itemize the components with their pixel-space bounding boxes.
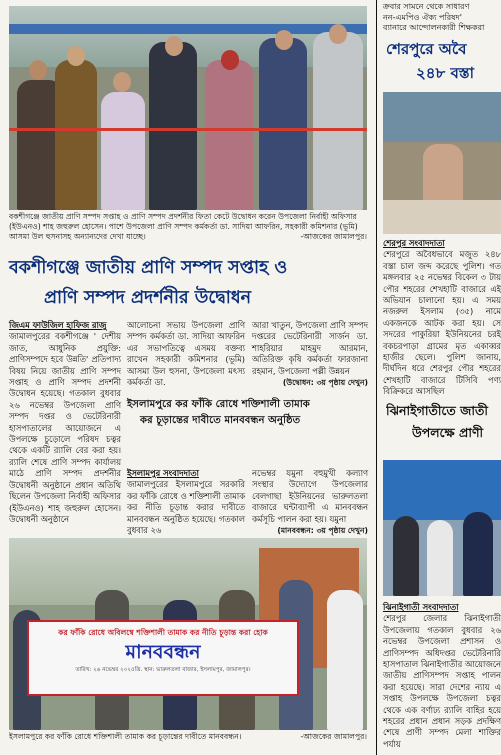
bottom-photo-caption: ইসলামপুরে কর ফাঁকি রোধে শক্তিশালী তামাক কর চূড়ান্তের দাবীতে মানববন্ধন। -আজকের জামালপুর। <box>9 732 367 741</box>
right-top-fragment: ক্রবার সামনে থেকে সাধারণ নন-এমপিও ঐক্য পরিষদ' ব্যানারে আন্দোলনকারী শিক্ষকরা <box>383 2 485 32</box>
top-byline: জিএম ফাউজিল হাফিজ রাজু <box>9 320 107 330</box>
second-headline-line2: কর চূড়ান্তের দাবীতে মানববন্ধন অনুষ্ঠিত <box>140 415 301 426</box>
second-headline-line1: ইসলামপুরে কর ফাঁকি রোধে শক্তিশালী তামাক <box>127 399 310 410</box>
top-headline-line1: বকশীগঞ্জে জাতীয় প্রাণি সম্পদ সপ্তাহ ও <box>9 258 288 278</box>
livestock-week-photo <box>383 460 501 596</box>
second-byline: ইসলামপুর সংবাদদাতা <box>127 468 199 478</box>
top-continued: (উদ্বোধন: ৩য় পৃষ্ঠায় দেখুন) <box>282 378 368 388</box>
top-photo-credit: -আজকের জামালপুর। <box>300 232 367 241</box>
second-story-col2: নভেম্বর যমুনা বহুমুখী কল্যাণ সংস্থার উদ্যোগে উপজেলার বেলগাছা ইউনিয়নের ভারুলতলা বাজারে ঘন্টাব্যাপী এ মানববন্ধন কর্মসূচি পালন করা হয়। যমুনা (মানববন্ধন: ৩য় পৃষ্ঠায় দেখুন) <box>252 468 368 536</box>
banner-small-text: তারিখ: ২৬ নভেম্বর ২০২৫খ্রি. স্থান: ভারুলতলা বাজার, ইসলামপুর, জামালপুর। <box>75 667 251 673</box>
top-story-col2: আলোচনা সভায় উপজেলা প্রাণি সম্পদ কর্মকর্তা ডা. সাদিয়া আফরিন এর সভাপতিত্বে এসময় বক্তব্য রাখেন সহকারী কমিশনার (ভূমি) আসমা উল হুসনা, উপজেলা মৎস্য কর্মকর্তা ডা. <box>127 320 245 388</box>
right-byline1: শেরপুর সংবাদদাতা <box>383 238 445 248</box>
right-headline1-line2: ২৪৮ বস্তা <box>416 64 474 82</box>
top-headline-line2: প্রাণি সম্পদ প্রদর্শনীর উদ্বোধন <box>44 288 252 308</box>
second-continued: (মানববন্ধন: ৩য় পৃষ্ঠায় দেখুন) <box>277 526 368 536</box>
right-story1: শেরপুর সংবাদদাতা শেরপুরে অবৈধভাবে মজুত ২৪৮ বস্তা চাল জব্দ করেছে পুলিশ। গত মঙ্গলবার ২৫ নভেম্বর বিকেল ৩ টায় পৌর শহরের শেখহাটি বাজারে এই অভিযান চালানো হয়। এ সময় নজরুল ইসলাম (৩৫) নামে একজনকে আটক করা হয়। সে সদরের পাকুরিয়া ইউনিয়নের চরই বকচরপাড়া গ্রামের মৃত একাব্বর হাজীর ছেলে। পুলিশ জানায়, দীর্ঘদিন ধরে শেরপুর পৌর শহরের শেখহাটি বাজারে টিসিবি পণ্য বিক্রিকরে আসছিল <box>383 238 501 397</box>
ribbon-cutting-photo <box>9 6 367 210</box>
banner-top-text: কর ফাঁকি রোধে অবিলম্বে শক্তিশালী তামাক কর নীতি চূড়ান্ত করা হোক <box>58 628 268 637</box>
second-story-col1: ইসলামপুর সংবাদদাতা জামালপুরের ইসলামপুরে সরকারি কর ফাঁকি রোধে ও শক্তিশালী তামাক কর নীতি চূড়ান্ত করার দাবীতে মানববন্ধন অনুষ্ঠিত হয়েছে। গতকাল বুধবার ২৬ <box>127 468 245 536</box>
right-headline1-line1: শেরপুরে অবৈ <box>386 40 467 58</box>
ribbon <box>9 128 367 131</box>
right-headline2-line2: উপলক্ষে প্রাণী <box>412 425 484 440</box>
protest-banner <box>27 620 299 696</box>
right-byline2: ঝিনাইগাতী সংবাদদাতা <box>383 602 459 612</box>
top-photo-caption: বকশীগঞ্জে জাতীয় প্রাণি সম্পদ সপ্তাহ ও প্রাণি সম্পদ প্রদর্শনীর ফিতা কেটে উদ্বোধন করেন উপজেলা নির্বাহী অফিসার (ইউএনও) শাহ জহুরুল হোসেন। পাশে উপজেলা প্রাণি সম্পদ কর্মকর্তা ডা. সাদিয়া আফরিন, সহকারী কমিশনার (ভূমি) আসমা উল হুসনাসহ অন্যান্যদের দেখা যাচ্ছে। -আজকের জামালপুর। <box>9 212 367 241</box>
human-chain-photo <box>9 538 367 730</box>
rice-seizure-photo <box>383 92 501 234</box>
top-story-col3: আরা খাতুন, উপজেলা প্রাণি সম্পদ দপ্তরের ভেটেরিনারী সার্জন ডা. শাহরিয়ার মাহমুদ আরমান, অতিরিক্ত কৃষি কর্মকর্তা ফারজানা রহমান, উপজেলা পল্লী উন্নয়ন (উদ্বোধন: ৩য় পৃষ্ঠায় দেখুন) <box>252 320 368 388</box>
banner-main-text: মানববন্ধন <box>125 641 201 663</box>
top-story-col1: জিএম ফাউজিল হাফিজ রাজু জামালপুরের বকশীগঞ্জে ' দেশীয় জাত, আধুনিক প্রযুক্তি: প্রাণিসম্পদে হবে উন্নতি' প্রতিপাদ্য বিষয় নিয়ে জাতীয় প্রাণি সম্পদ সপ্তাহ ও প্রাণি সম্পদ প্রদর্শনী উদ্বোধন হয়েছে। গতকাল বুধবার ২৬ নভেম্বর উপজেলা প্রাণি সম্পদ দপ্তর ও ভেটেরিনারী হাসপাতালের আয়োজনে এ উপলক্ষে চুড়োলে পরিষদ চত্বর থেকে একটি র‍্যালি বের করা হয়। র‍্যালি শেষে প্রাণি সম্পদ কার্যালয় মাঠে প্রাণি সম্পদ প্রদর্শনীর উদ্বোধনী অনুষ্ঠানে প্রধান অতিথি ছিলেন উপজেলা নির্বাহী অফিসার (ইউএনও) শাহ জহুরুল হোসেন। উদ্বোধনী অনুষ্ঠানে <box>9 320 121 524</box>
right-headline2-line1: ঝিনাইগাতীতে জাতী <box>386 403 488 418</box>
right-story2: ঝিনাইগাতী সংবাদদাতা শেরপুর জেলার ঝিনাইগাতী উপজেলায় গতকাল বুধবার ২৬ নভেম্বর উপজেলা প্রশাসন ও প্রাণিসম্পদ অধিদপ্তর ভেটেরিনারি হাসপাতাল ঝিনাইগাতীর আয়োজনে জাতীয় প্রাণিসম্পদ সপ্তাহ পালন করা হয়েছে। সারা দেশের ন্যায় এ সপ্তাহ উপলক্ষে উপজেলা চত্বর থেকে এক বর্ণাঢ্য র‍্যালি বাহির হয়ে শহরের প্রধান প্রধান সড়ক প্রদক্ষিণ শেষে প্রাণী সম্পদ মেলা শাক্তির পর্যায় <box>383 602 501 749</box>
bottom-photo-credit: -আজকের জামালপুর। <box>300 732 367 741</box>
